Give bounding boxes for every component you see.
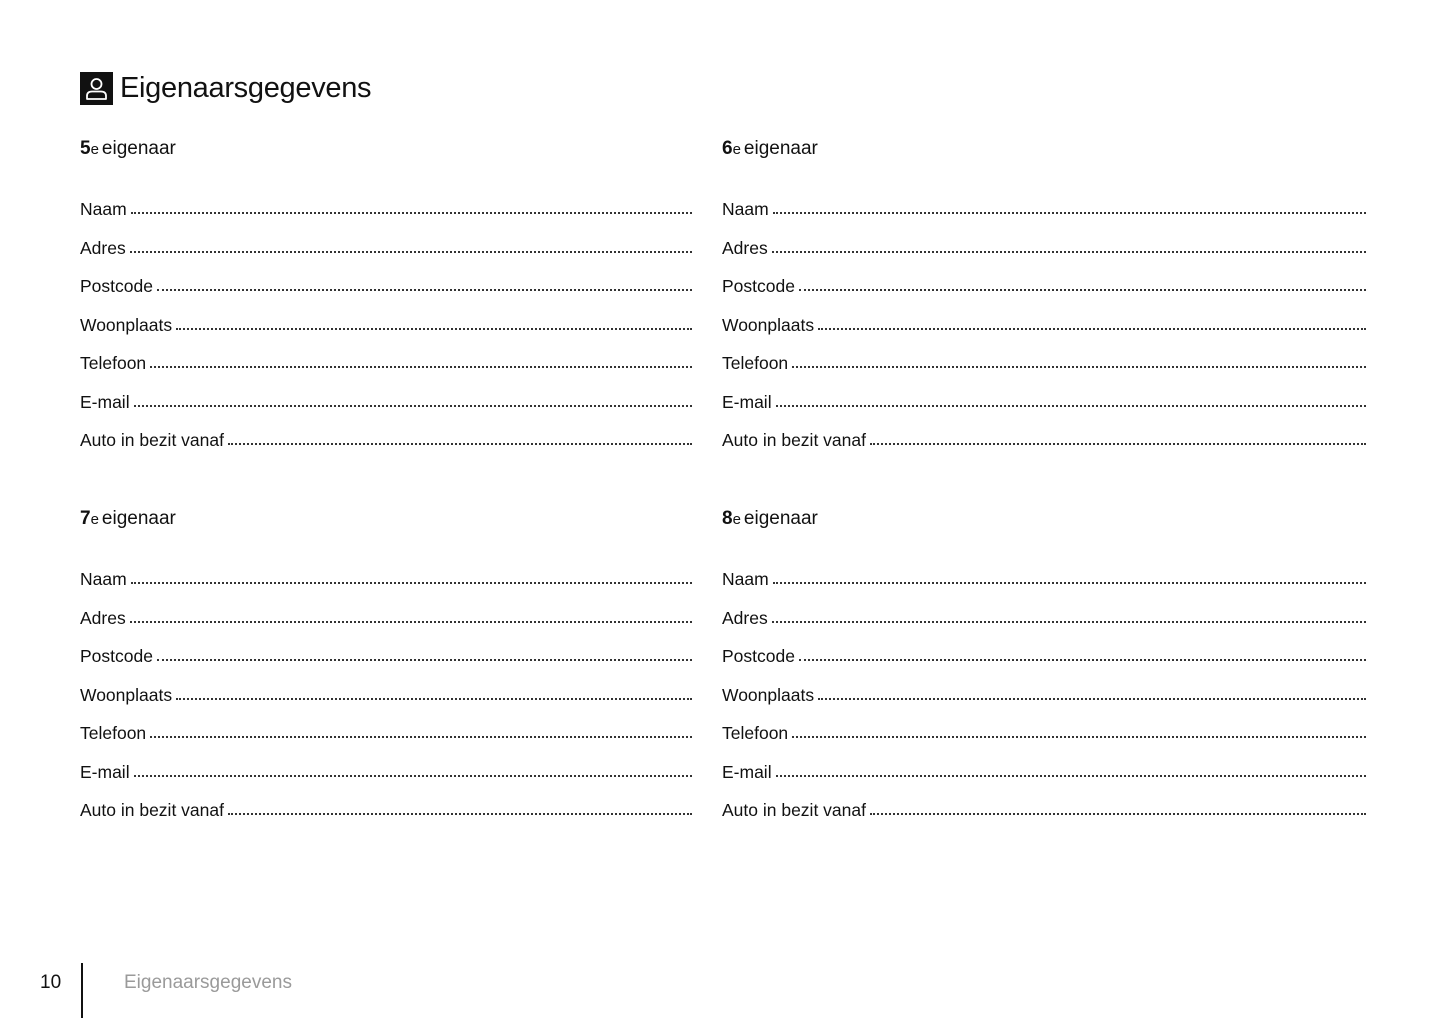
field-label: E-mail: [80, 761, 130, 782]
field-row-woonplaats: [80, 685, 692, 724]
field-row-adres: [80, 238, 692, 277]
dotted-fill-line: [150, 365, 692, 368]
footer-divider: [81, 963, 83, 1018]
field-label: Naam: [80, 569, 127, 589]
field-row-email: [722, 762, 1366, 801]
page-header: [80, 70, 371, 106]
field-label: Telefoon: [722, 723, 789, 743]
field-row-email: [80, 392, 692, 431]
dotted-fill-line: [228, 812, 692, 815]
field-label: E-mail: [80, 391, 130, 412]
field-list: [722, 199, 1366, 469]
field-label: Postcode: [80, 646, 153, 666]
dotted-fill-line: [792, 735, 1366, 738]
field-label: Adres: [80, 607, 126, 628]
dotted-fill-line: [772, 250, 1366, 253]
dotted-fill-line: [176, 697, 692, 700]
dotted-fill-line: [799, 658, 1366, 661]
footer-section-title: Eigenaarsgegevens: [124, 972, 292, 993]
field-label: Adres: [722, 237, 768, 258]
dotted-fill-line: [818, 327, 1366, 330]
owner-heading: 5e eigenaar: [80, 138, 176, 159]
dotted-fill-line: [870, 812, 1366, 815]
dotted-fill-line: [818, 697, 1366, 700]
field-row-email: [80, 762, 692, 801]
dotted-fill-line: [772, 620, 1366, 623]
dotted-fill-line: [130, 620, 692, 623]
field-row-postcode: [722, 276, 1366, 315]
owner-heading: 8e eigenaar: [722, 508, 818, 529]
dotted-fill-line: [131, 211, 692, 214]
dotted-fill-line: [773, 581, 1366, 584]
field-label: Telefoon: [80, 353, 147, 373]
field-label: Adres: [722, 607, 768, 628]
field-row-postcode: [80, 276, 692, 315]
field-row-bezit-vanaf: [722, 800, 1366, 839]
field-row-postcode: [722, 646, 1366, 685]
field-row-naam: [80, 569, 692, 608]
page-number: 10: [40, 972, 62, 993]
field-label: Auto in bezit vanaf: [80, 430, 224, 450]
field-row-bezit-vanaf: [80, 800, 692, 839]
dotted-fill-line: [773, 211, 1366, 214]
field-label: Auto in bezit vanaf: [80, 800, 224, 820]
owner-heading: 7e eigenaar: [80, 508, 176, 529]
field-label: Postcode: [80, 276, 153, 296]
field-label: Woonplaats: [722, 314, 815, 335]
dotted-fill-line: [130, 250, 692, 253]
field-row-woonplaats: [722, 685, 1366, 724]
person-icon: [80, 72, 113, 105]
dotted-fill-line: [150, 735, 692, 738]
field-label: Auto in bezit vanaf: [722, 800, 866, 820]
field-row-email: [722, 392, 1366, 431]
dotted-fill-line: [776, 404, 1366, 407]
owner-heading: 6e eigenaar: [722, 138, 818, 159]
owner-block-6: [722, 137, 1366, 469]
dotted-fill-line: [228, 442, 692, 445]
field-label: Adres: [80, 237, 126, 258]
field-label: Woonplaats: [80, 314, 173, 335]
dotted-fill-line: [134, 774, 692, 777]
field-row-woonplaats: [722, 315, 1366, 354]
dotted-fill-line: [776, 774, 1366, 777]
dotted-fill-line: [134, 404, 692, 407]
field-label: Telefoon: [722, 353, 789, 373]
field-label: Woonplaats: [722, 684, 815, 705]
field-label: Woonplaats: [80, 684, 173, 705]
dotted-fill-line: [157, 288, 692, 291]
dotted-fill-line: [131, 581, 692, 584]
field-row-adres: [722, 238, 1366, 277]
field-row-naam: [80, 199, 692, 238]
field-label: Telefoon: [80, 723, 147, 743]
field-row-postcode: [80, 646, 692, 685]
field-label: E-mail: [722, 391, 772, 412]
field-row-bezit-vanaf: [80, 430, 692, 469]
field-row-woonplaats: [80, 315, 692, 354]
dotted-fill-line: [799, 288, 1366, 291]
field-row-naam: [722, 569, 1366, 608]
field-label: Naam: [722, 569, 769, 589]
owner-block-7: [80, 507, 692, 839]
field-label: Naam: [722, 199, 769, 219]
field-row-adres: [80, 608, 692, 647]
field-label: Postcode: [722, 646, 795, 666]
field-label: Auto in bezit vanaf: [722, 430, 866, 450]
dotted-fill-line: [176, 327, 692, 330]
field-row-telefoon: [722, 723, 1366, 762]
field-label: Postcode: [722, 276, 795, 296]
field-row-telefoon: [722, 353, 1366, 392]
field-list: [80, 569, 692, 839]
dotted-fill-line: [870, 442, 1366, 445]
field-row-naam: [722, 199, 1366, 238]
field-label: E-mail: [722, 761, 772, 782]
field-row-telefoon: [80, 353, 692, 392]
field-list: [722, 569, 1366, 839]
field-row-bezit-vanaf: [722, 430, 1366, 469]
owner-block-8: [722, 507, 1366, 839]
dotted-fill-line: [157, 658, 692, 661]
dotted-fill-line: [792, 365, 1366, 368]
field-list: [80, 199, 692, 469]
page-title: Eigenaarsgegevens: [120, 71, 372, 104]
field-row-telefoon: [80, 723, 692, 762]
field-row-adres: [722, 608, 1366, 647]
field-label: Naam: [80, 199, 127, 219]
owner-block-5: [80, 137, 692, 469]
